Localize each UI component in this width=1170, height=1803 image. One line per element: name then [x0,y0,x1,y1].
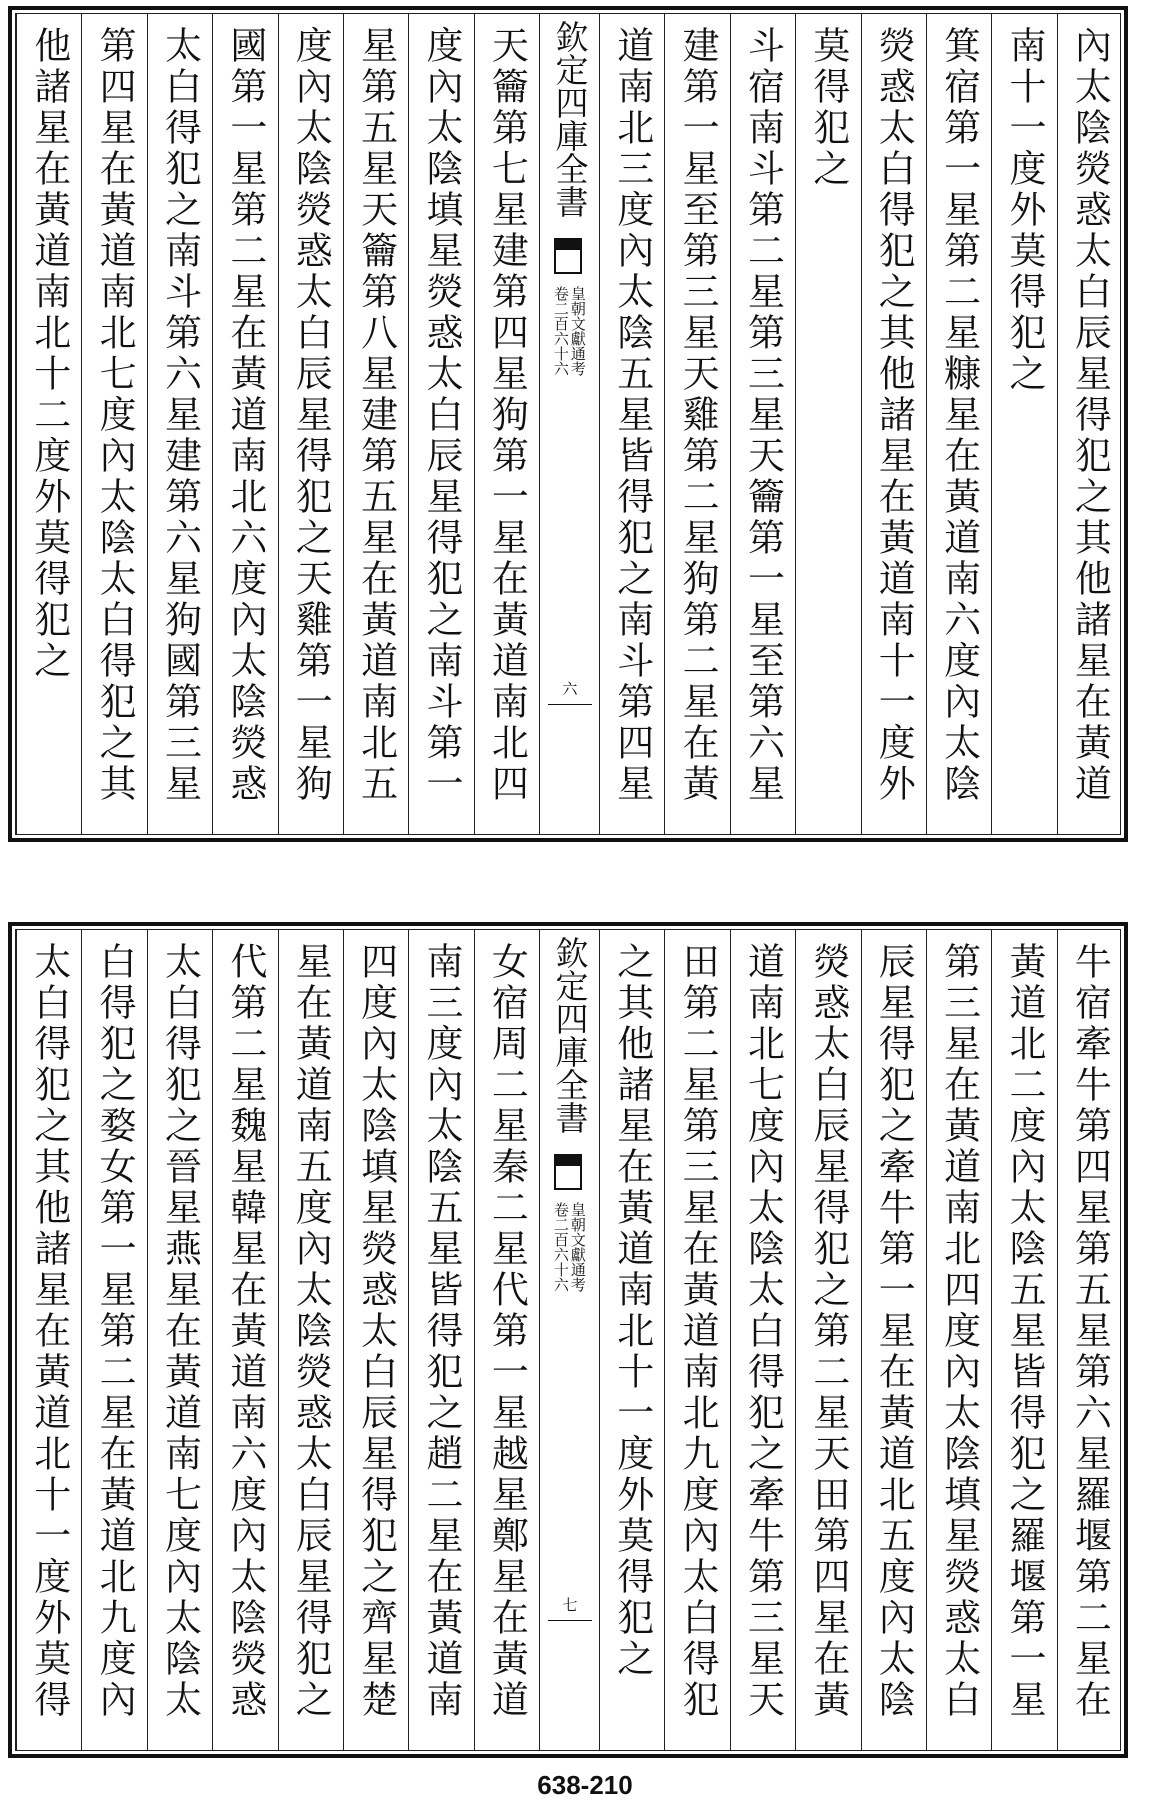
column-text: 白得犯之婺女第一星第二星在黃道北九度內 [93,942,137,1721]
book-title: 欽定四庫全書 [550,20,590,218]
column-text: 第三星在黃道南北四度內太陰填星熒惑太白 [937,942,981,1721]
text-column [147,930,212,1750]
column-text: 女宿周二星秦二星代第一星越星鄭星在黃道 [485,942,529,1721]
column-text: 四度內太陰填星熒惑太白辰星得犯之齊星楚 [354,942,398,1721]
column-text: 建第一星至第三星天雞第二星狗第二星在黃 [676,26,720,805]
column-text: 代第二星魏星韓星在黃道南六度內太陰熒惑 [223,942,267,1721]
column-text: 莫得犯之 [806,26,850,190]
column-text: 星第五星天籥第八星建第五星在黃道南北五 [354,26,398,805]
leaf-number: 六 [562,680,578,698]
column-text: 內太陰熒惑太白辰星得犯之其他諸星在黃道 [1068,26,1112,805]
text-column [474,930,539,1750]
column-text: 太白得犯之其他諸星在黃道北十一度外莫得 [27,942,71,1721]
text-column [343,930,408,1750]
subtitle: 皇朝文獻通考 [568,286,587,376]
column-text: 度內太陰填星熒惑太白辰星得犯之南斗第一 [419,26,463,805]
fold-rule [548,1620,592,1621]
column-text: 道南北三度內太陰五星皆得犯之南斗第四星 [610,26,654,805]
text-column [408,14,473,834]
text-column [408,930,473,1750]
text-column [1057,14,1122,834]
upper-page [8,6,1128,842]
text-column [991,930,1056,1750]
column-text: 國第一星第二星在黃道南北六度內太陰熒惑 [223,26,267,805]
catalog-page-number: 638-210 [537,1770,633,1800]
column-text: 斗宿南斗第二星第三星天籥第一星至第六星 [741,26,785,805]
text-column [278,14,343,834]
text-column [861,930,926,1750]
column-text: 牛宿牽牛第四星第五星第六星羅堰第二星在 [1068,942,1112,1721]
column-text: 辰星得犯之牽牛第一星在黃道北五度內太陰 [872,942,916,1721]
column-text: 太白得犯之南斗第六星建第六星狗國第三星 [158,26,202,805]
column-text: 之其他諸星在黃道南北十一度外莫得犯之 [610,942,654,1680]
fishtail-mark [554,240,582,274]
column-text: 星在黃道南五度內太陰熒惑太白辰星得犯之 [289,942,333,1721]
column-text: 黃道北二度內太陰五星皆得犯之羅堰第一星 [1002,942,1046,1721]
text-column [730,14,795,834]
text-column [81,930,146,1750]
column-text: 熒惑太白得犯之其他諸星在黃道南十一度外 [872,26,916,805]
leaf-number: 七 [562,1596,578,1614]
text-column [278,930,343,1750]
column-text: 天籥第七星建第四星狗第一星在黃道南北四 [485,26,529,805]
text-column [474,14,539,834]
text-column [795,14,860,834]
center-fold-column [539,930,600,1750]
text-column [599,930,664,1750]
text-column [147,14,212,834]
column-text: 他諸星在黃道南北十二度外莫得犯之 [27,26,71,682]
column-text: 第四星在黃道南北七度內太陰太白得犯之其 [93,26,137,805]
text-column [926,930,991,1750]
text-column [861,14,926,834]
fold-rule [548,704,592,705]
text-column [730,930,795,1750]
book-title: 欽定四庫全書 [550,936,590,1134]
text-column [81,14,146,834]
column-text: 田第二星第三星在黃道南北九度內太白得犯 [676,942,720,1721]
text-column [599,14,664,834]
upper-page-frame [15,13,1121,835]
text-column [664,930,729,1750]
center-fold-column [539,14,600,834]
text-column [926,14,991,834]
column-text: 太白得犯之晉星燕星在黃道南七度內太陰太 [158,942,202,1721]
column-text: 熒惑太白辰星得犯之第二星天田第四星在黃 [806,942,850,1721]
volume-label: 卷二百六十六 [551,1202,570,1292]
column-text: 箕宿第一星第二星糠星在黃道南六度內太陰 [937,26,981,805]
column-text: 南三度內太陰五星皆得犯之趙二星在黃道南 [419,942,463,1721]
text-column [991,14,1056,834]
column-text: 度內太陰熒惑太白辰星得犯之天雞第一星狗 [289,26,333,805]
text-column [1057,930,1122,1750]
text-column [343,14,408,834]
subtitle: 皇朝文獻通考 [568,1202,587,1292]
fishtail-mark [554,1156,582,1190]
text-column [664,14,729,834]
text-column [16,14,81,834]
lower-page-frame [15,929,1121,1751]
text-column [16,930,81,1750]
text-column [212,14,277,834]
column-text: 道南北七度內太陰太白得犯之牽牛第三星天 [741,942,785,1721]
column-text: 南十一度外莫得犯之 [1002,26,1046,395]
text-column [795,930,860,1750]
lower-page [8,922,1128,1758]
text-column [212,930,277,1750]
volume-label: 卷二百六十六 [551,286,570,376]
